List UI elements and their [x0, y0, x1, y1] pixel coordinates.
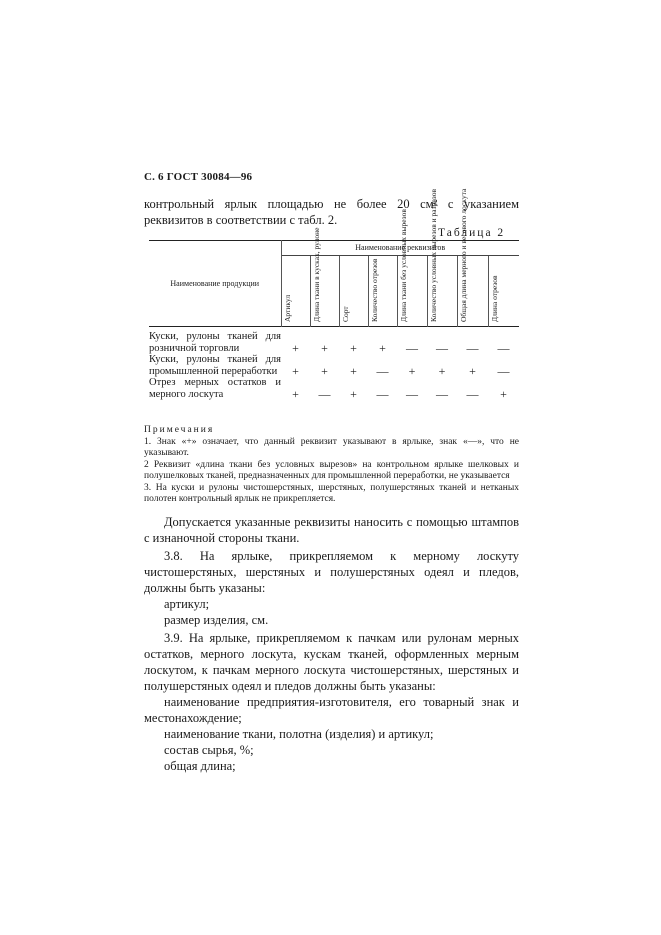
- column-header: Сорт: [339, 256, 368, 327]
- mark-cell: —: [497, 364, 510, 378]
- mark-cell: —: [488, 327, 519, 355]
- mark-cell: +: [350, 364, 357, 378]
- mark-cell: +: [339, 327, 368, 355]
- table-notes: [144, 425, 519, 506]
- paragraph: размер изделия, см.: [164, 613, 269, 627]
- mark-cell: —: [427, 327, 457, 355]
- mark-cell: +: [292, 364, 299, 378]
- mark-cell: +: [500, 387, 507, 401]
- group-header: Наименование реквизитов: [281, 241, 519, 256]
- note-item: 2 Реквизит «длина ткани без условных вырезов» на контрольном ярлыке шелковых и полушелковых тканей, предназначенных для промышленной переработки, не указывается: [144, 459, 519, 481]
- page-header: С. 6 ГОСТ 30084—96: [144, 171, 253, 183]
- mark-cell: +: [321, 364, 328, 378]
- mark-cell: +: [292, 387, 299, 401]
- mark-cell: +: [438, 364, 446, 378]
- note-item: 1. Знак «+» означает, что данный реквизит указывают в ярлыке, знак «—», что не указывают.: [144, 436, 519, 458]
- paragraph: артикул;: [164, 597, 210, 611]
- intro-paragraph: контрольный ярлык площадью не более 20 см² с указанием реквизитов в соответствии с табл. 2.: [144, 197, 519, 227]
- mark-cell: +: [350, 387, 357, 401]
- mark-cell: +: [281, 327, 310, 355]
- column-header: Длина отрезов: [488, 256, 519, 327]
- mark-cell: —: [466, 387, 479, 401]
- mark-cell: —: [318, 387, 331, 401]
- paragraph: 3.8. На ярлыке, прикрепляемом к мерному лоскуту чистошерстяных, шерстяных и полушерстяных одеял и пледов, должны быть указаны:: [144, 549, 519, 595]
- product-header: Наименование продукции: [149, 241, 281, 327]
- product-cell: Куски, рулоны тканей для промышленной переработки: [149, 354, 281, 377]
- mark-cell: —: [397, 327, 427, 355]
- paragraph: наименование предприятия-изготовителя, его товарный знак и местонахождение;: [144, 695, 519, 725]
- table-row: [149, 377, 519, 400]
- column-header: Длина ткани в кусках, рулоне: [310, 256, 339, 327]
- paragraph: Допускается указанные реквизиты наносить с помощью штампов с изнаночной стороны ткани.: [144, 515, 519, 545]
- mark-cell: +: [368, 327, 397, 355]
- column-header: Артикул: [281, 256, 310, 327]
- mark-cell: —: [406, 387, 418, 401]
- mark-cell: —: [376, 364, 389, 378]
- table-row: [149, 354, 519, 377]
- column-header: Количество условных вырезов и разрезов: [427, 256, 457, 327]
- mark-cell: —: [436, 387, 448, 401]
- product-cell: Куски, рулоны тканей для розничной торговли: [149, 327, 281, 355]
- table-row: [149, 327, 519, 355]
- column-header: Длина ткани без условных вырезов: [397, 256, 427, 327]
- column-header: Общая длина мерного и весового лоскута: [457, 256, 488, 327]
- mark-cell: +: [310, 327, 339, 355]
- paragraph: наименование ткани, полотна (изделия) и артикул;: [164, 727, 434, 741]
- table-caption: Таблица 2: [438, 227, 506, 239]
- notes-title: Примечания: [144, 425, 215, 435]
- paragraph: состав сырья, %;: [164, 743, 254, 757]
- mark-cell: +: [408, 364, 416, 378]
- paragraph: общая длина;: [164, 759, 236, 773]
- column-header: Количество отрезов: [368, 256, 397, 327]
- mark-cell: —: [457, 327, 488, 355]
- paragraph: 3.9. На ярлыке, прикрепляемом к пачкам или рулонам мерных остатков, мерного лоскута, кускам тканей, оформленных мерным лоскутом, к пачкам мерного лоскута чистошерстяных, шерстяных и полушерстяных одеял и пледов должны быть указаны:: [144, 631, 519, 693]
- note-item: 3. На куски и рулоны чистошерстяных, шерстяных, полушерстяных тканей и нетканых полотен контрольный ярлык не прикрепляется.: [144, 482, 519, 504]
- product-cell: Отрез мерных остатков и мерного лоскута: [149, 377, 281, 400]
- mark-cell: —: [376, 387, 389, 401]
- mark-cell: +: [469, 364, 476, 378]
